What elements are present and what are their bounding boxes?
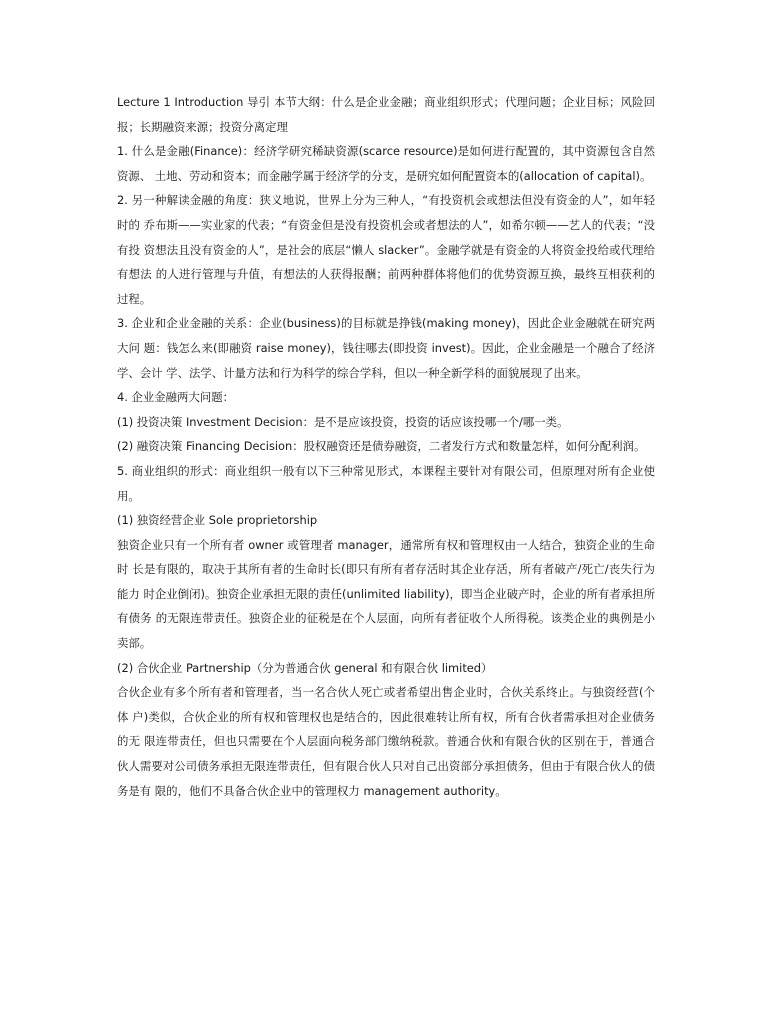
paragraph-header: Lecture 1 Introduction 导引 本节大纲：什么是企业金融；商业组织形式；代理问题；企业目标；风险回报；长期融资来源；投资分离定理 bbox=[117, 95, 655, 134]
paragraph-4-2: (2) 融资决策 Financing Decision：股权融资还是债券融资，二者发行方式和数量怎样，如何分配利润。 bbox=[117, 439, 646, 454]
paragraph-5-2-body: 合伙企业有多个所有者和管理者，当一名合伙人死亡或者希望出售企业时，合伙关系终止。与独资经营(个体 户)类似，合伙企业的所有权和管理权也是结合的，因此很难转让所有权，所有合伙者需承担对企业债务的无 限连带责任，但也只需要在个人层面向税务部门缴纳税款。普通合伙和有限合伙的区别在于，普通合伙人需要对公司债务承担无限连带责任，但有限合伙人只对自己出资部分承担债务，但由于有限合伙人的债务是有 限的，他们不具备合伙企业中的管理权力 management authority。 bbox=[117, 685, 655, 798]
paragraph-5: 5. 商业组织的形式：商业组织一般有以下三种常见形式，本课程主要针对有限公司，但原理对所有企业使用。 bbox=[117, 463, 655, 503]
document-body bbox=[117, 90, 655, 803]
paragraph-2: 2. 另一种解读金融的角度：狭义地说，世界上分为三种人，“有投资机会或想法但没有资金的人”，如年轻时的 乔布斯——实业家的代表；“有资金但是没有投资机会或者想法的人”，如希尔顿——艺人的代表；“没有投 资想法且没有资金的人”，是社会的底层“懒人 slacker”。金融学就是有资金的人将资金投给或代理给有想法 的人进行管理与升值，有想法的人获得报酬；前两种群体将他们的优势资源互换，最终互相获利的过程。 bbox=[117, 193, 655, 306]
paragraph-1: 1. 什么是金融(Finance)：经济学研究稀缺资源(scarce resource)是如何进行配置的，其中资源包含自然资源、 土地、劳动和资本；而金融学属于经济学的分支，是研究如何配置资本的(allocation of capital)。 bbox=[117, 144, 655, 183]
paragraph-5-2-heading: (2) 合伙企业 Partnership（分为普通合伙 general 和有限合伙 limited） bbox=[117, 660, 493, 675]
paragraph-4-1: (1) 投资决策 Investment Decision：是不是应该投资，投资的话应该投哪一个/哪一类。 bbox=[117, 414, 569, 429]
paragraph-5-1-body: 独资企业只有一个所有者 owner 或管理者 manager，通常所有权和管理权由一人结合，独资企业的生命时 长是有限的，取决于其所有者的生命时长(即只有所有者存活时其企业存活，所有者破产/死亡/丧失行为能力 时企业倒闭)。独资企业承担无限的责任(unlimited liability)，即当企业破产时，企业的所有者承担所有债务 的无限连带责任。独资企业的征税是在个人层面，向所有者征收个人所得税。该类企业的典例是小卖部。 bbox=[117, 537, 655, 651]
paragraph-5-1-heading: (1) 独资经营企业 Sole proprietorship bbox=[117, 513, 318, 528]
paragraph-4: 4. 企业金融两大问题： bbox=[117, 390, 235, 405]
paragraph-3: 3. 企业和企业金融的关系：企业(business)的目标就是挣钱(making money)，因此企业金融就在研究两大问 题：钱怎么来(即融资 raise money)，钱往哪去(即投资 invest)。因此，企业金融是一个融合了经济学、会计 学、法学、计量方法和行为科学的综合学科，但以一种全新学科的面貌展现了出来。 bbox=[117, 316, 655, 380]
